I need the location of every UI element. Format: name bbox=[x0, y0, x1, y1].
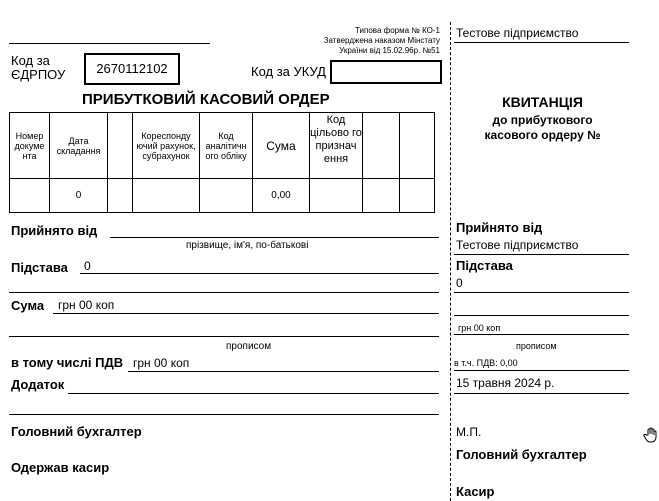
sum-label: Сума bbox=[11, 298, 45, 313]
org-name-line bbox=[9, 43, 210, 44]
receipt-sum-line bbox=[454, 334, 629, 335]
receipt-basis-value[interactable]: 0 bbox=[456, 276, 463, 290]
basis-line bbox=[80, 273, 439, 274]
receipt-received-from-value[interactable]: Тестове підприємство bbox=[456, 238, 579, 252]
receipt-date: 15 травня 2024 р. bbox=[456, 376, 555, 390]
col-corr-account: Кореспонду ючий рахунок, субрахунок bbox=[136, 130, 196, 161]
vat-value[interactable]: грн 00 коп bbox=[133, 356, 190, 370]
receipt-chief-accountant-label: Головний бухгалтер bbox=[456, 447, 587, 462]
sum-caption: прописом bbox=[226, 341, 272, 352]
attachment-line bbox=[68, 393, 439, 394]
receipt-basis-line bbox=[454, 292, 629, 293]
receipt-vat-line bbox=[454, 370, 629, 371]
receipt-sum-caption: прописом bbox=[516, 341, 557, 351]
cut-line bbox=[450, 22, 451, 501]
received-from-caption: прізвище, ім'я, по-батькові bbox=[186, 240, 309, 251]
basis-value[interactable]: 0 bbox=[84, 259, 91, 273]
receipt-sum-value[interactable]: грн 00 коп bbox=[458, 323, 501, 333]
receipt-basis-label: Підстава bbox=[456, 258, 513, 273]
form-note-line2: Затверджена наказом Мінстату bbox=[323, 36, 440, 45]
col-sum: Сума bbox=[266, 138, 296, 153]
order-table bbox=[9, 112, 435, 213]
receipt-org-line bbox=[454, 42, 629, 43]
col-doc-number: Номер докуме нта bbox=[14, 130, 45, 161]
cell-sum[interactable]: 0,00 bbox=[271, 189, 291, 201]
ukud-value-box[interactable] bbox=[330, 60, 442, 84]
edrpou-label-1: Код за bbox=[11, 53, 50, 68]
col-purpose-code-wrap bbox=[310, 114, 362, 178]
col-date: Дата складання bbox=[56, 135, 101, 156]
basis-label: Підстава bbox=[11, 260, 68, 275]
receipt-title: КВИТАНЦІЯ bbox=[502, 94, 583, 110]
attachment-label: Додаток bbox=[11, 377, 65, 392]
cashier-label: Одержав касир bbox=[11, 460, 110, 475]
form-note-line1: Типова форма № КО-1 bbox=[355, 26, 440, 35]
receipt-subtitle-1: до прибуткового bbox=[492, 113, 593, 127]
chief-accountant-label: Головний бухгалтер bbox=[11, 424, 142, 439]
vat-label: в тому числі ПДВ bbox=[11, 355, 124, 370]
col-analytic-code: Код аналітичн ого обліку bbox=[205, 130, 247, 161]
hand-cursor-icon bbox=[643, 427, 659, 443]
edrpou-label bbox=[11, 54, 65, 82]
attachment-line-2 bbox=[9, 414, 439, 415]
basis-line-2 bbox=[9, 292, 439, 293]
receipt-subtitle-2: касового ордеру № bbox=[484, 128, 601, 142]
sum-line bbox=[53, 313, 439, 314]
receipt-cashier-label: Касир bbox=[456, 484, 495, 499]
form-note bbox=[300, 26, 440, 56]
received-from-label: Прийнято від bbox=[11, 223, 98, 238]
vat-line bbox=[128, 371, 439, 372]
sum-line-2 bbox=[9, 336, 439, 337]
order-title: ПРИБУТКОВИЙ КАСОВИЙ ОРДЕР bbox=[82, 91, 330, 108]
receipt-received-from-label: Прийнято від bbox=[456, 220, 543, 235]
ukud-label: Код за УКУД bbox=[251, 64, 326, 79]
form-note-line3: України від 15.02.96р. №51 bbox=[339, 46, 440, 55]
sum-value[interactable]: грн 00 коп bbox=[58, 298, 115, 312]
cell-date[interactable]: 0 bbox=[75, 189, 82, 201]
receipt-stamp: М.П. bbox=[456, 425, 482, 439]
receipt-vat: в т.ч. ПДВ: 0,00 bbox=[454, 358, 518, 368]
col-purpose-code: Код цільово го признач ення bbox=[310, 113, 362, 165]
receipt-received-from-line bbox=[454, 254, 629, 255]
receipt-org-name: Тестове підприємство bbox=[456, 26, 579, 40]
receipt-date-line bbox=[454, 393, 629, 394]
received-from-line bbox=[110, 237, 439, 238]
edrpou-value-box[interactable]: 2670112102 bbox=[84, 53, 180, 85]
edrpou-label-2: ЄДРПОУ bbox=[11, 67, 66, 82]
receipt-basis-line-2 bbox=[454, 315, 629, 316]
